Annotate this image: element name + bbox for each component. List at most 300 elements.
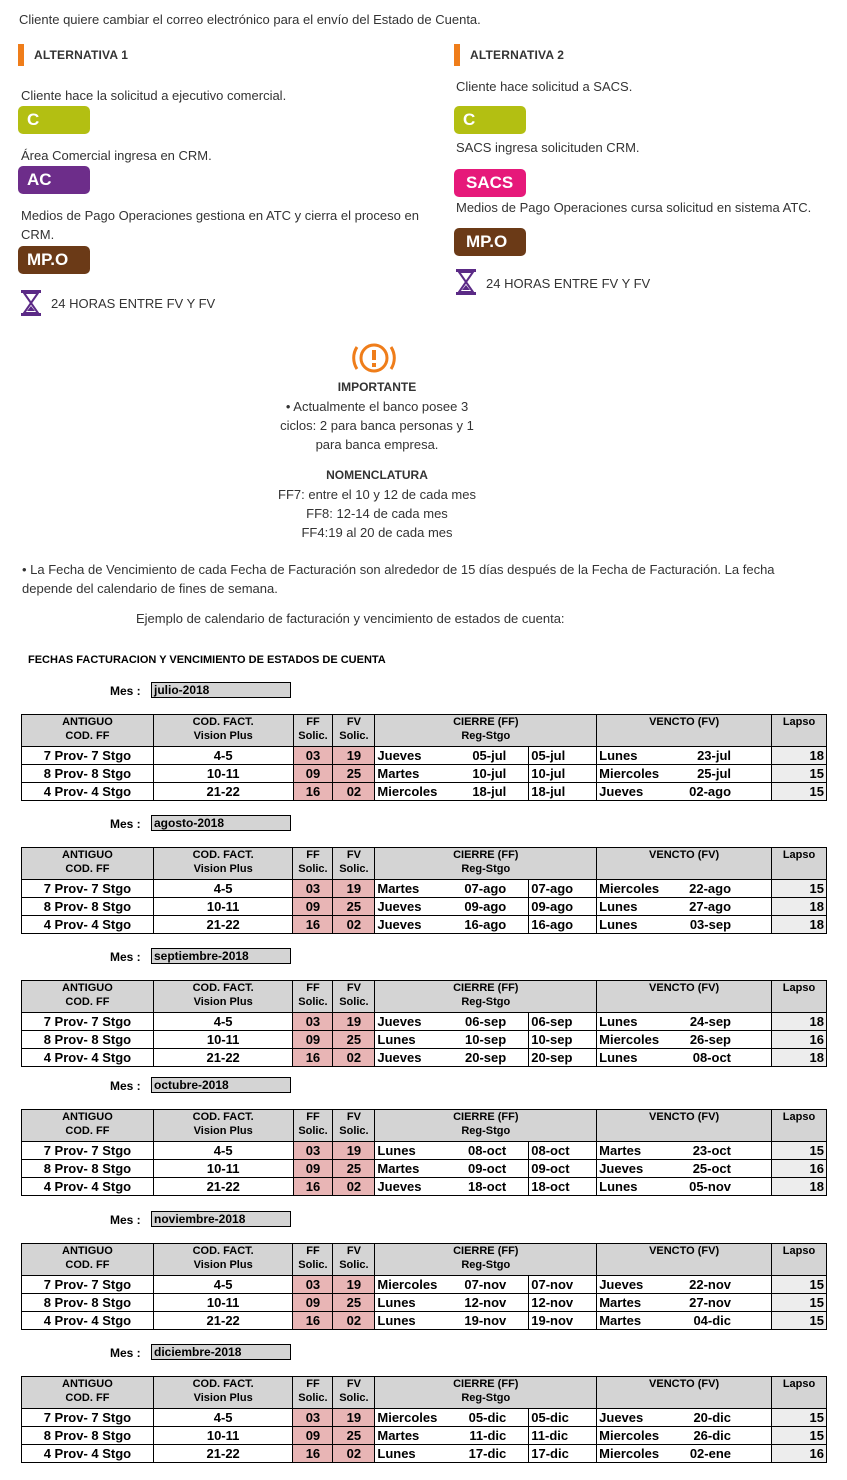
month-label: Mes : bbox=[110, 1079, 141, 1093]
vencto-date: 03-sep bbox=[689, 916, 732, 932]
cell-vencto bbox=[597, 1049, 772, 1067]
cell-cod-fact: 10-11 bbox=[153, 1294, 293, 1312]
header-text: FF bbox=[306, 982, 320, 994]
alt1-step3: Medios de Pago Operaciones gestiona en ATC y cierra el proceso en CRM. bbox=[21, 208, 419, 242]
header-subtext: Solic. bbox=[339, 863, 369, 875]
vencto-date: 25-jul bbox=[697, 765, 732, 781]
cell-vencto bbox=[597, 1294, 772, 1312]
cell-ff: 09 bbox=[293, 898, 333, 916]
header-subtext: Reg-Stgo bbox=[461, 1259, 511, 1271]
vencto-day: Lunes bbox=[599, 1049, 638, 1065]
cell-reg-stgo: 16-ago bbox=[529, 916, 597, 934]
cierre-day: Lunes bbox=[377, 1031, 416, 1047]
header-text: FF bbox=[306, 716, 320, 728]
cierre-date: 07-nov bbox=[464, 1276, 507, 1292]
vencto-date: 05-nov bbox=[689, 1178, 731, 1194]
vencto-date: 26-dic bbox=[693, 1427, 732, 1443]
cierre-date: 08-oct bbox=[467, 1142, 507, 1158]
table-row bbox=[22, 1312, 827, 1330]
nomenclature-line: FF4:19 al 20 de cada mes bbox=[301, 525, 453, 540]
cell-antiguo: 4 Prov- 4 Stgo bbox=[22, 783, 154, 801]
important-section bbox=[0, 378, 754, 542]
header-fv1 bbox=[333, 715, 375, 747]
cell-reg-stgo: 08-oct bbox=[529, 1142, 597, 1160]
important-line: ciclos: 2 para banca personas y 1 bbox=[280, 418, 474, 433]
table-row bbox=[22, 1445, 827, 1463]
cell-reg-stgo: 09-oct bbox=[529, 1160, 597, 1178]
cell-cierre bbox=[375, 898, 529, 916]
cell-vencto bbox=[597, 1445, 772, 1463]
cell-vencto bbox=[597, 1031, 772, 1049]
header-text: COD. FACT. bbox=[192, 849, 254, 861]
cell-cod-fact: 21-22 bbox=[153, 783, 293, 801]
month-value: noviembre-2018 bbox=[151, 1211, 291, 1227]
header-fv1 bbox=[333, 848, 375, 880]
month-value: diciembre-2018 bbox=[151, 1344, 291, 1360]
cierre-date: 11-dic bbox=[469, 1427, 507, 1443]
header-subtext: COD. FF bbox=[65, 1259, 110, 1271]
cell-cierre bbox=[375, 783, 529, 801]
alt2-badge-c: C bbox=[454, 106, 526, 134]
cell-cod-fact: 21-22 bbox=[153, 1178, 293, 1196]
cierre-day: Miercoles bbox=[377, 783, 438, 799]
cell-lapso: 18 bbox=[772, 1049, 827, 1067]
cierre-day: Jueves bbox=[377, 747, 422, 763]
cierre-date: 05-jul bbox=[472, 747, 507, 763]
cell-cod-fact: 21-22 bbox=[153, 1049, 293, 1067]
cell-ff: 16 bbox=[293, 1445, 333, 1463]
month-label: Mes : bbox=[110, 817, 141, 831]
cierre-day: Martes bbox=[377, 1160, 420, 1176]
cell-cierre bbox=[375, 1142, 529, 1160]
cell-lapso: 15 bbox=[772, 1312, 827, 1330]
header-subtext: Vision Plus bbox=[193, 1259, 253, 1271]
alt2-title: ALTERNATIVA 2 bbox=[470, 48, 565, 62]
table-row bbox=[22, 747, 827, 765]
cell-antiguo: 8 Prov- 8 Stgo bbox=[22, 1427, 154, 1445]
nomenclature-line: FF8: 12-14 de cada mes bbox=[306, 506, 448, 521]
cierre-date: 10-jul bbox=[472, 765, 507, 781]
hourglass-icon bbox=[455, 268, 477, 296]
cell-reg-stgo: 17-dic bbox=[529, 1445, 597, 1463]
nomenclature-title: NOMENCLATURA bbox=[326, 468, 428, 482]
cell-reg-stgo: 20-sep bbox=[529, 1049, 597, 1067]
cell-reg-stgo: 06-sep bbox=[529, 1013, 597, 1031]
vencto-date: 04-dic bbox=[693, 1312, 732, 1328]
header-subtext: Vision Plus bbox=[193, 863, 253, 875]
alt1-timing: 24 HORAS ENTRE FV Y FV bbox=[51, 296, 216, 311]
cell-cod-fact: 4-5 bbox=[153, 880, 293, 898]
cell-ff: 03 bbox=[293, 1409, 333, 1427]
month-value: agosto-2018 bbox=[151, 815, 291, 831]
vencto-date: 20-dic bbox=[693, 1409, 732, 1425]
header-subtext: Reg-Stgo bbox=[461, 996, 511, 1008]
vencto-day: Jueves bbox=[599, 1276, 644, 1292]
cell-cod-fact: 21-22 bbox=[153, 1445, 293, 1463]
billing-table bbox=[21, 980, 827, 1067]
header-text: ANTIGUO bbox=[62, 982, 113, 994]
cell-lapso: 18 bbox=[772, 1178, 827, 1196]
vencto-date: 26-sep bbox=[689, 1031, 732, 1047]
cell-ff: 03 bbox=[293, 747, 333, 765]
important-line: • Actualmente el banco posee 3 bbox=[285, 399, 469, 414]
cell-vencto bbox=[597, 880, 772, 898]
cell-cod-fact: 4-5 bbox=[153, 1142, 293, 1160]
header-text: ANTIGUO bbox=[62, 1378, 113, 1390]
header-text: FF bbox=[306, 849, 320, 861]
cell-fv: 19 bbox=[333, 880, 375, 898]
cell-fv: 25 bbox=[333, 1294, 375, 1312]
header-text: VENCTO (FV) bbox=[649, 982, 720, 994]
header-text: FV bbox=[346, 1111, 361, 1123]
table-row bbox=[22, 783, 827, 801]
table-header bbox=[22, 715, 827, 747]
table-row bbox=[22, 898, 827, 916]
header-antiguo1 bbox=[22, 1377, 154, 1409]
header-fv1 bbox=[333, 981, 375, 1013]
vencto-day: Jueves bbox=[599, 1160, 644, 1176]
cierre-day: Martes bbox=[377, 1427, 420, 1443]
vencto-day: Miercoles bbox=[599, 1427, 660, 1443]
cell-lapso: 15 bbox=[772, 1142, 827, 1160]
header-subtext: Reg-Stgo bbox=[461, 730, 511, 742]
vencto-date: 23-jul bbox=[697, 747, 732, 763]
cell-antiguo: 8 Prov- 8 Stgo bbox=[22, 898, 154, 916]
cell-antiguo: 4 Prov- 4 Stgo bbox=[22, 916, 154, 934]
header-subtext: Solic. bbox=[298, 1125, 328, 1137]
cell-antiguo: 7 Prov- 7 Stgo bbox=[22, 880, 154, 898]
alt1-title: ALTERNATIVA 1 bbox=[34, 48, 129, 62]
month-label: Mes : bbox=[110, 1346, 141, 1360]
cell-lapso: 15 bbox=[772, 880, 827, 898]
cell-ff: 09 bbox=[293, 1427, 333, 1445]
table-row bbox=[22, 1049, 827, 1067]
header-text: Lapso bbox=[782, 982, 816, 994]
cell-vencto bbox=[597, 747, 772, 765]
hourglass-icon bbox=[20, 289, 42, 317]
table-row bbox=[22, 1013, 827, 1031]
table-row bbox=[22, 1276, 827, 1294]
vencto-day: Martes bbox=[599, 1312, 642, 1328]
cell-ff: 03 bbox=[293, 1276, 333, 1294]
table-header bbox=[22, 1377, 827, 1409]
cell-cod-fact: 4-5 bbox=[153, 1013, 293, 1031]
header-vencto bbox=[597, 981, 772, 1013]
cell-ff: 16 bbox=[293, 1312, 333, 1330]
cell-cierre bbox=[375, 1178, 529, 1196]
header-text: Lapso bbox=[782, 716, 816, 728]
header-subtext: Solic. bbox=[339, 1259, 369, 1271]
cell-cierre bbox=[375, 1294, 529, 1312]
header-text: Lapso bbox=[782, 1245, 816, 1257]
header-text: FV bbox=[346, 982, 361, 994]
vencto-day: Martes bbox=[599, 1142, 642, 1158]
vencto-day: Lunes bbox=[599, 898, 638, 914]
header-cierre1 bbox=[375, 1377, 597, 1409]
header-text: ANTIGUO bbox=[62, 716, 113, 728]
alt1-step1: Cliente hace la solicitud a ejecutivo comercial. bbox=[21, 88, 287, 103]
cell-vencto bbox=[597, 916, 772, 934]
header-ff1 bbox=[293, 715, 333, 747]
vencto-date: 02-ago bbox=[689, 783, 732, 799]
cierre-date: 12-nov bbox=[464, 1294, 507, 1310]
cell-vencto bbox=[597, 765, 772, 783]
cell-ff: 09 bbox=[293, 1294, 333, 1312]
vencto-date: 02-ene bbox=[689, 1445, 732, 1461]
header-text: VENCTO (FV) bbox=[649, 716, 720, 728]
vencto-day: Lunes bbox=[599, 1013, 638, 1029]
cierre-day: Jueves bbox=[377, 916, 422, 932]
cell-reg-stgo: 05-dic bbox=[529, 1409, 597, 1427]
header-ff1 bbox=[293, 981, 333, 1013]
cell-fv: 19 bbox=[333, 1142, 375, 1160]
cell-antiguo: 4 Prov- 4 Stgo bbox=[22, 1049, 154, 1067]
cell-cierre bbox=[375, 1409, 529, 1427]
header-text: Lapso bbox=[782, 1378, 816, 1390]
cell-cierre bbox=[375, 1031, 529, 1049]
cierre-date: 09-oct bbox=[467, 1160, 507, 1176]
cell-fv: 19 bbox=[333, 1276, 375, 1294]
cierre-day: Martes bbox=[377, 765, 420, 781]
table-row bbox=[22, 1409, 827, 1427]
intro-text: Cliente quiere cambiar el correo electrónico para el envío del Estado de Cuenta. bbox=[19, 12, 481, 27]
header-subtext: Solic. bbox=[339, 1392, 369, 1404]
header-text: COD. FACT. bbox=[192, 1245, 254, 1257]
cell-ff: 09 bbox=[293, 765, 333, 783]
header-ff1 bbox=[293, 1110, 333, 1142]
alt2-badge-sacs: SACS bbox=[454, 169, 526, 197]
alt2-step1: Cliente hace solicitud a SACS. bbox=[456, 79, 633, 94]
header-cierre1 bbox=[375, 981, 597, 1013]
cell-fv: 25 bbox=[333, 765, 375, 783]
cell-vencto bbox=[597, 1142, 772, 1160]
header-fv1 bbox=[333, 1244, 375, 1276]
header-ff1 bbox=[293, 848, 333, 880]
cell-fv: 02 bbox=[333, 916, 375, 934]
header-text: CIERRE (FF) bbox=[453, 849, 519, 861]
header-vencto bbox=[597, 848, 772, 880]
cell-fv: 19 bbox=[333, 1409, 375, 1427]
vencto-date: 24-sep bbox=[689, 1013, 732, 1029]
cell-cod-fact: 4-5 bbox=[153, 747, 293, 765]
header-vencto bbox=[597, 1244, 772, 1276]
table-row bbox=[22, 1427, 827, 1445]
header-codfact1 bbox=[153, 1377, 293, 1409]
cell-antiguo: 7 Prov- 7 Stgo bbox=[22, 1276, 154, 1294]
cell-fv: 02 bbox=[333, 1445, 375, 1463]
cell-cod-fact: 10-11 bbox=[153, 765, 293, 783]
cierre-date: 18-jul bbox=[472, 783, 507, 799]
cierre-date: 16-ago bbox=[464, 916, 507, 932]
header-text: CIERRE (FF) bbox=[453, 1378, 519, 1390]
alt1-badge-mpo: MP.O bbox=[18, 246, 90, 274]
header-subtext: Solic. bbox=[298, 996, 328, 1008]
vencto-date: 25-oct bbox=[692, 1160, 731, 1176]
cierre-day: Lunes bbox=[377, 1294, 416, 1310]
cierre-day: Lunes bbox=[377, 1445, 416, 1461]
header-text: VENCTO (FV) bbox=[649, 1111, 720, 1123]
cierre-date: 17-dic bbox=[468, 1445, 507, 1461]
cell-cod-fact: 4-5 bbox=[153, 1276, 293, 1294]
cierre-date: 07-ago bbox=[464, 880, 507, 896]
cell-lapso: 15 bbox=[772, 1409, 827, 1427]
header-cierre1 bbox=[375, 1244, 597, 1276]
table-header bbox=[22, 848, 827, 880]
cell-vencto bbox=[597, 1013, 772, 1031]
vencto-day: Miercoles bbox=[599, 765, 660, 781]
cell-vencto bbox=[597, 1178, 772, 1196]
vencto-day: Miercoles bbox=[599, 880, 660, 896]
cell-lapso: 18 bbox=[772, 898, 827, 916]
header-lapso bbox=[772, 1110, 827, 1142]
header-subtext: Solic. bbox=[339, 996, 369, 1008]
header-antiguo1 bbox=[22, 1244, 154, 1276]
note-line: depende del calendario de fines de semana. bbox=[22, 581, 278, 596]
table-row bbox=[22, 1142, 827, 1160]
cell-vencto bbox=[597, 1160, 772, 1178]
cell-reg-stgo: 07-nov bbox=[529, 1276, 597, 1294]
header-subtext: Vision Plus bbox=[193, 996, 253, 1008]
cell-ff: 03 bbox=[293, 1013, 333, 1031]
cell-ff: 16 bbox=[293, 1049, 333, 1067]
cell-antiguo: 4 Prov- 4 Stgo bbox=[22, 1445, 154, 1463]
alt1-badge-c: C bbox=[18, 106, 90, 134]
alt2-step3: Medios de Pago Operaciones cursa solicitud en sistema ATC. bbox=[456, 200, 812, 215]
cell-cierre bbox=[375, 1160, 529, 1178]
header-text: VENCTO (FV) bbox=[649, 1245, 720, 1257]
cell-fv: 19 bbox=[333, 1013, 375, 1031]
cierre-day: Martes bbox=[377, 880, 420, 896]
cell-cierre bbox=[375, 765, 529, 783]
header-lapso bbox=[772, 1377, 827, 1409]
cierre-date: 19-nov bbox=[464, 1312, 507, 1328]
table-header bbox=[22, 1110, 827, 1142]
header-vencto bbox=[597, 1110, 772, 1142]
cell-antiguo: 4 Prov- 4 Stgo bbox=[22, 1178, 154, 1196]
cell-antiguo: 8 Prov- 8 Stgo bbox=[22, 1294, 154, 1312]
vencto-day: Lunes bbox=[599, 916, 638, 932]
alt2-badge-mpo: MP.O bbox=[454, 228, 526, 256]
vencto-day: Lunes bbox=[599, 1178, 638, 1194]
alt2-heading bbox=[454, 44, 564, 66]
header-text: CIERRE (FF) bbox=[453, 1245, 519, 1257]
table-row bbox=[22, 1178, 827, 1196]
cell-antiguo: 7 Prov- 7 Stgo bbox=[22, 747, 154, 765]
month-value: septiembre-2018 bbox=[151, 948, 291, 964]
vencto-day: Lunes bbox=[599, 747, 638, 763]
table-row bbox=[22, 1160, 827, 1178]
header-text: CIERRE (FF) bbox=[453, 1111, 519, 1123]
alt1-step2: Área Comercial ingresa en CRM. bbox=[21, 148, 212, 163]
note-line: • La Fecha de Vencimiento de cada Fecha de Facturación son alrededor de 15 días después de la Fecha de Facturación. La fecha bbox=[22, 562, 775, 577]
header-text: Lapso bbox=[782, 849, 816, 861]
cell-reg-stgo: 07-ago bbox=[529, 880, 597, 898]
cierre-day: Jueves bbox=[377, 1178, 422, 1194]
vencto-date: 08-oct bbox=[692, 1049, 732, 1065]
header-cierre1 bbox=[375, 848, 597, 880]
cierre-date: 05-dic bbox=[468, 1409, 507, 1425]
header-ff1 bbox=[293, 1244, 333, 1276]
cell-antiguo: 7 Prov- 7 Stgo bbox=[22, 1142, 154, 1160]
cell-antiguo: 8 Prov- 8 Stgo bbox=[22, 1160, 154, 1178]
cierre-day: Miercoles bbox=[377, 1409, 438, 1425]
cierre-day: Lunes bbox=[377, 1312, 416, 1328]
header-text: ANTIGUO bbox=[62, 1245, 113, 1257]
header-text: FV bbox=[346, 716, 361, 728]
header-codfact1 bbox=[153, 1110, 293, 1142]
warning-icon bbox=[351, 340, 397, 376]
month-label: Mes : bbox=[110, 1213, 141, 1227]
cell-cierre bbox=[375, 1049, 529, 1067]
cell-fv: 19 bbox=[333, 747, 375, 765]
cell-cierre bbox=[375, 880, 529, 898]
header-subtext: Vision Plus bbox=[193, 730, 253, 742]
vencto-date: 27-nov bbox=[689, 1294, 732, 1310]
cierre-date: 18-oct bbox=[467, 1178, 507, 1194]
cell-vencto bbox=[597, 898, 772, 916]
header-subtext: Vision Plus bbox=[193, 1125, 253, 1137]
header-vencto bbox=[597, 1377, 772, 1409]
table-row bbox=[22, 1031, 827, 1049]
month-value: julio-2018 bbox=[151, 682, 291, 698]
cell-lapso: 15 bbox=[772, 1276, 827, 1294]
cell-cierre bbox=[375, 1427, 529, 1445]
header-subtext: Solic. bbox=[339, 730, 369, 742]
important-line: para banca empresa. bbox=[315, 437, 439, 452]
table-row bbox=[22, 1294, 827, 1312]
header-antiguo1 bbox=[22, 981, 154, 1013]
table-row bbox=[22, 916, 827, 934]
cell-reg-stgo: 19-nov bbox=[529, 1312, 597, 1330]
cell-cierre bbox=[375, 1276, 529, 1294]
cell-cierre bbox=[375, 1445, 529, 1463]
cierre-day: Lunes bbox=[377, 1142, 416, 1158]
header-text: COD. FACT. bbox=[192, 982, 254, 994]
cell-cierre bbox=[375, 916, 529, 934]
cell-cod-fact: 21-22 bbox=[153, 916, 293, 934]
header-lapso bbox=[772, 848, 827, 880]
header-cierre1 bbox=[375, 1110, 597, 1142]
cell-fv: 25 bbox=[333, 898, 375, 916]
header-codfact1 bbox=[153, 981, 293, 1013]
nomenclature-line: FF7: entre el 10 y 12 de cada mes bbox=[278, 487, 476, 502]
cell-reg-stgo: 10-sep bbox=[529, 1031, 597, 1049]
vencto-day: Miercoles bbox=[599, 1031, 660, 1047]
alt2-step2: SACS ingresa solicituden CRM. bbox=[456, 140, 640, 155]
cell-fv: 25 bbox=[333, 1427, 375, 1445]
header-subtext: Reg-Stgo bbox=[461, 1392, 511, 1404]
month-value: octubre-2018 bbox=[151, 1077, 291, 1093]
header-text: FV bbox=[346, 1378, 361, 1390]
header-antiguo1 bbox=[22, 848, 154, 880]
header-subtext: COD. FF bbox=[65, 996, 110, 1008]
cell-reg-stgo: 09-ago bbox=[529, 898, 597, 916]
cell-cierre bbox=[375, 747, 529, 765]
cell-lapso: 16 bbox=[772, 1160, 827, 1178]
month-label: Mes : bbox=[110, 684, 141, 698]
header-text: FF bbox=[306, 1111, 320, 1123]
header-text: FV bbox=[346, 849, 361, 861]
cell-antiguo: 8 Prov- 8 Stgo bbox=[22, 1031, 154, 1049]
billing-table bbox=[21, 1243, 827, 1330]
vencto-day: Jueves bbox=[599, 783, 644, 799]
cell-ff: 03 bbox=[293, 880, 333, 898]
cell-cod-fact: 4-5 bbox=[153, 1409, 293, 1427]
table-header bbox=[22, 1244, 827, 1276]
header-subtext: COD. FF bbox=[65, 863, 110, 875]
cell-vencto bbox=[597, 1427, 772, 1445]
cell-antiguo: 8 Prov- 8 Stgo bbox=[22, 765, 154, 783]
